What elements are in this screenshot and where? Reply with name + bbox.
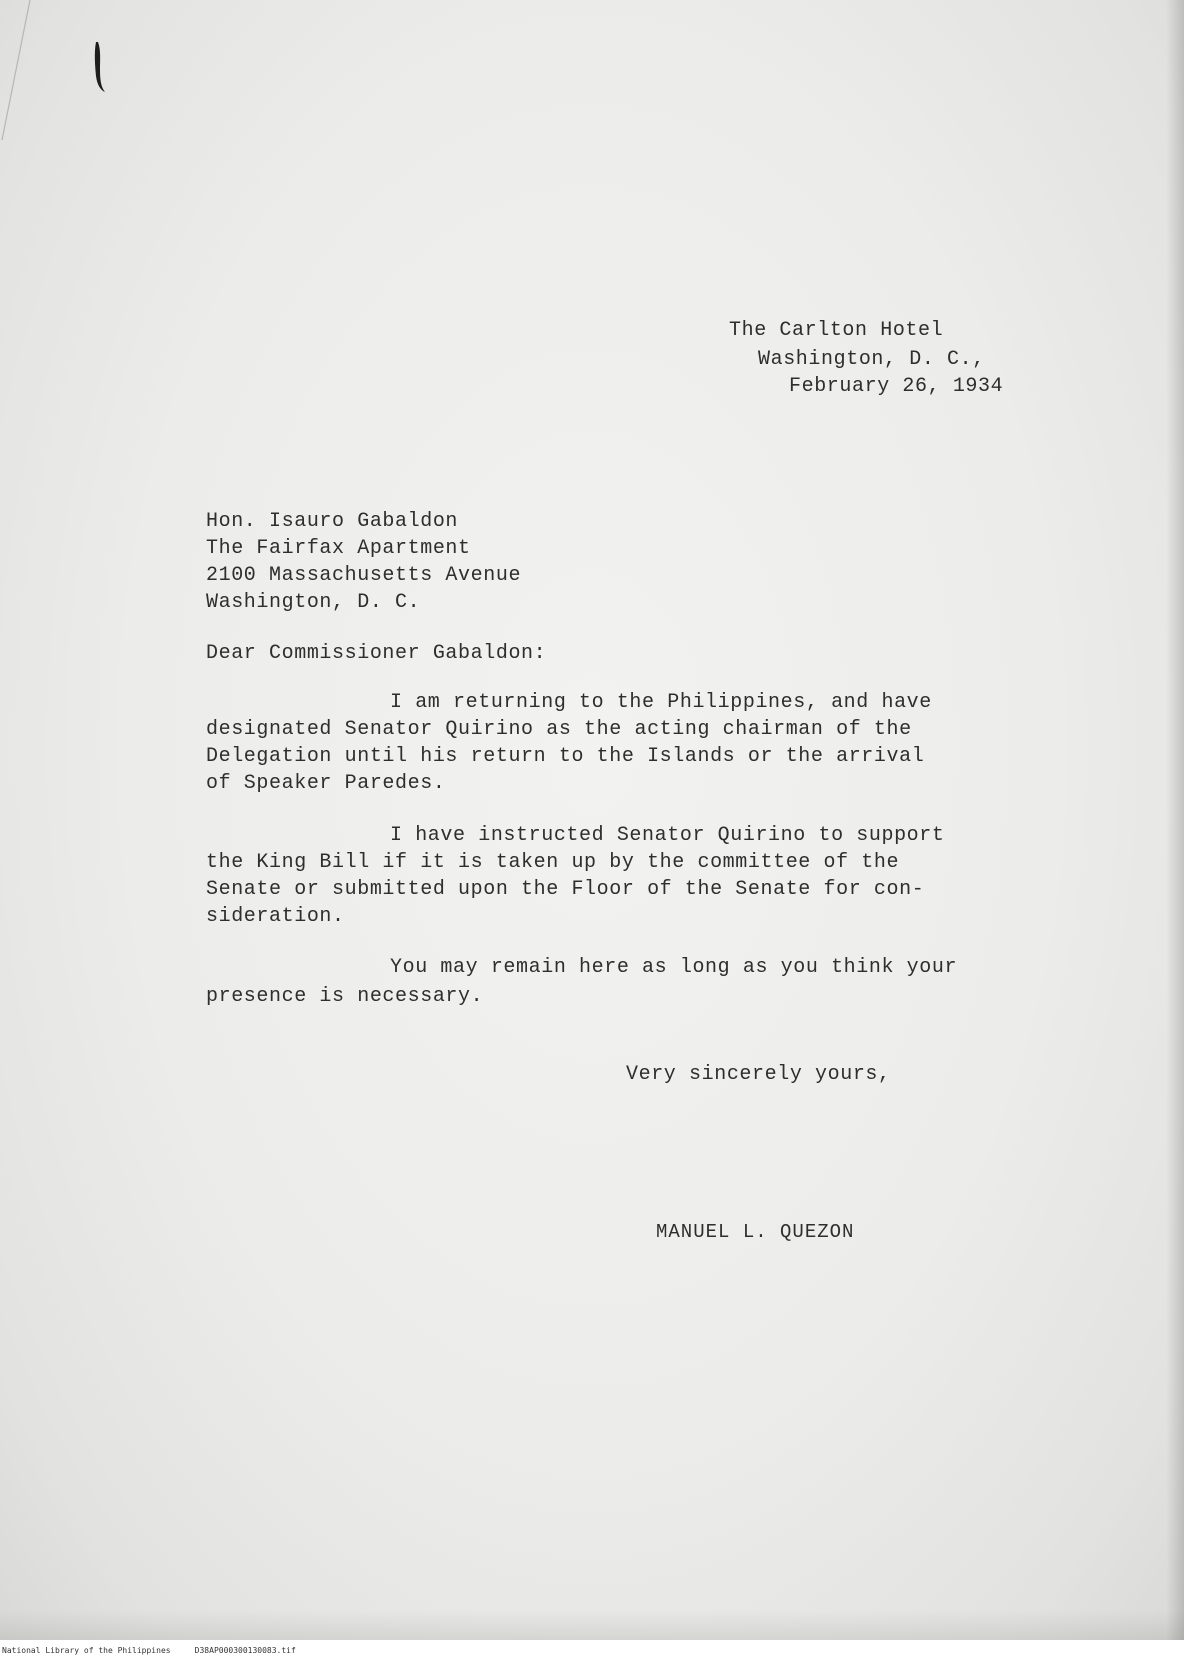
letter-date: February 26, 1934 bbox=[789, 375, 1004, 398]
recipient-street: 2100 Massachusetts Avenue bbox=[206, 564, 522, 587]
recipient-building: The Fairfax Apartment bbox=[206, 537, 471, 560]
closing: Very sincerely yours, bbox=[626, 1063, 891, 1086]
body-p1-line2: designated Senator Quirino as the acting chairman of the bbox=[206, 718, 912, 741]
body-p1-line4: of Speaker Paredes. bbox=[206, 772, 446, 795]
body-p2-line3: Senate or submitted upon the Floor of the Senate for con- bbox=[206, 878, 925, 901]
hotel-name: The Carlton Hotel bbox=[729, 319, 944, 342]
body-p2-line4: sideration. bbox=[206, 905, 345, 928]
paper-right-edge-shadow bbox=[1166, 0, 1184, 1640]
salutation: Dear Commissioner Gabaldon: bbox=[206, 642, 547, 665]
archive-label: National Library of the Philippines bbox=[2, 1646, 171, 1655]
signature-name: MANUEL L. QUEZON bbox=[656, 1221, 855, 1243]
body-p3-line2: presence is necessary. bbox=[206, 985, 484, 1008]
archive-file-name: D38AP000300130083.tif bbox=[194, 1646, 296, 1655]
ink-blot-mark bbox=[92, 40, 106, 94]
archive-footer-strip bbox=[0, 1640, 1184, 1658]
paper-fold-mark bbox=[0, 0, 40, 160]
body-p1-line3: Delegation until his return to the Islands or the arrival bbox=[206, 745, 925, 768]
body-p2-line1: I have instructed Senator Quirino to support bbox=[390, 824, 945, 847]
recipient-city: Washington, D. C. bbox=[206, 591, 421, 614]
paper-bottom-shadow bbox=[0, 1610, 1184, 1640]
body-p2-line2: the King Bill if it is taken up by the committee of the bbox=[206, 851, 900, 874]
body-p1-line1: I am returning to the Philippines, and have bbox=[390, 691, 932, 714]
recipient-name: Hon. Isauro Gabaldon bbox=[206, 510, 459, 533]
body-p3-line1: You may remain here as long as you think your bbox=[390, 956, 958, 979]
archive-footer-text bbox=[2, 1646, 296, 1656]
hotel-city: Washington, D. C., bbox=[758, 348, 985, 371]
